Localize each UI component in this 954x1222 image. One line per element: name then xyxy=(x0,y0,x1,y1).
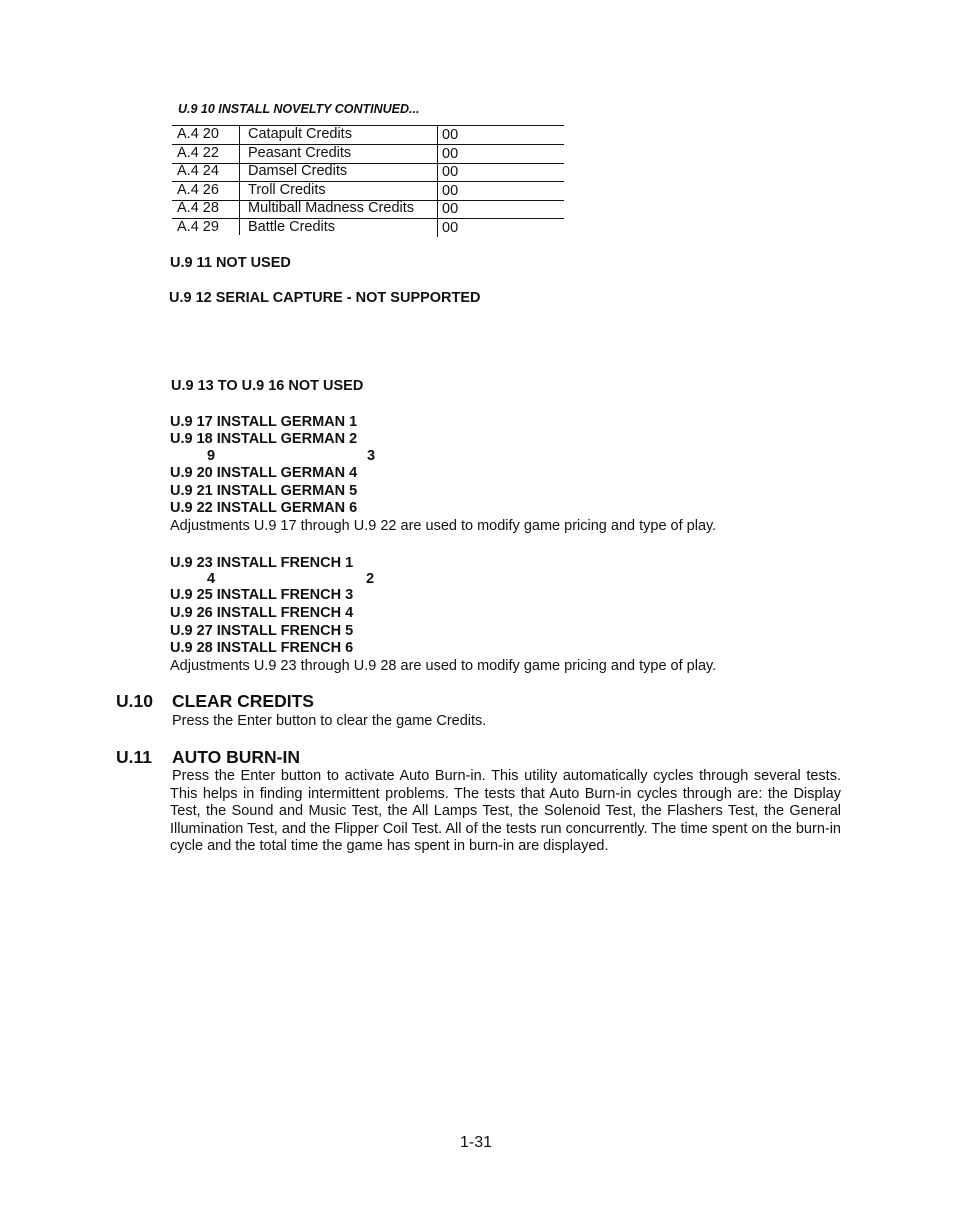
row-code: A.4 24 xyxy=(177,163,219,179)
heading-install-french-1: U.9 23 INSTALL FRENCH 1 xyxy=(170,555,354,571)
row-code: A.4 29 xyxy=(177,218,219,235)
fragment-right: 3 xyxy=(367,448,376,464)
table-row xyxy=(172,144,564,163)
heading-install-german-1: U.9 17 INSTALL GERMAN 1 xyxy=(170,414,358,430)
heading-install-german-5: U.9 21 INSTALL GERMAN 5 xyxy=(170,483,358,499)
heading-install-french-5: U.9 27 INSTALL FRENCH 5 xyxy=(170,623,354,639)
clear-credits-body: Press the Enter button to clear the game Credits. xyxy=(172,713,487,729)
row-name: Damsel Credits xyxy=(248,163,348,179)
heading-u9-12: U.9 12 SERIAL CAPTURE - NOT SUPPORTED xyxy=(169,290,481,306)
row-name: Multiball Madness Credits xyxy=(248,200,415,216)
french-note: Adjustments U.9 23 through U.9 28 are used to modify game pricing and type of play. xyxy=(170,658,717,674)
heading-install-french-3: U.9 25 INSTALL FRENCH 3 xyxy=(170,587,354,603)
german-note: Adjustments U.9 17 through U.9 22 are used to modify game pricing and type of play. xyxy=(170,518,717,534)
section-number-u10: U.10 xyxy=(116,691,153,711)
fragment-left: 9 xyxy=(207,448,216,464)
row-name: Troll Credits xyxy=(248,181,326,198)
table-row xyxy=(172,199,564,218)
section-number-u11: U.11 xyxy=(116,747,152,767)
row-value: 00 xyxy=(442,182,459,199)
table-row xyxy=(172,181,564,200)
heading-u9-13: U.9 13 TO U.9 16 NOT USED xyxy=(171,378,364,394)
table-row xyxy=(172,162,564,181)
row-code: A.4 26 xyxy=(177,181,219,198)
row-code: A.4 20 xyxy=(177,126,219,142)
row-code: A.4 22 xyxy=(177,144,219,161)
heading-install-french-6: U.9 28 INSTALL FRENCH 6 xyxy=(170,640,354,656)
row-value: 00 xyxy=(442,201,459,217)
heading-install-german-6: U.9 22 INSTALL GERMAN 6 xyxy=(170,500,358,516)
heading-install-french-4: U.9 26 INSTALL FRENCH 4 xyxy=(170,605,354,621)
heading-u9-11: U.9 11 NOT USED xyxy=(170,255,291,271)
section-title-clear-credits: CLEAR CREDITS xyxy=(172,691,314,711)
row-name: Catapult Credits xyxy=(248,126,352,142)
section-subtitle-u9-10: U.9 10 INSTALL NOVELTY CONTINUED... xyxy=(178,102,420,116)
row-value: 00 xyxy=(442,164,459,180)
row-value: 00 xyxy=(442,145,459,162)
fragment-left: 4 xyxy=(207,571,216,587)
row-value: 00 xyxy=(442,219,459,236)
page-number: 1-31 xyxy=(460,1134,493,1151)
novelty-credits-table xyxy=(172,125,564,236)
row-name: Battle Credits xyxy=(248,218,336,235)
section-title-auto-burn-in: AUTO BURN-IN xyxy=(172,747,301,767)
heading-install-german-4: U.9 20 INSTALL GERMAN 4 xyxy=(170,465,358,481)
row-value: 00 xyxy=(442,127,459,143)
heading-install-german-2: U.9 18 INSTALL GERMAN 2 xyxy=(170,431,358,447)
row-name: Peasant Credits xyxy=(248,144,352,161)
auto-burn-in-body: Press the Enter button to activate Auto Burn-in. This utility automatically cycles through several tests. This helps in finding intermittent problems. The tests that Auto Burn-in cycles through are: the Display Test, the Sound and Music Test, the All Lamps Test, the Solenoid Test, the Flashers Test, the General Illumination Test, and the Flipper Coil Test. All of the tests run concurrently. The time spent on the burn-in cycle and the total time the game has spent in burn-in are displayed. xyxy=(170,768,841,855)
table-row xyxy=(172,218,564,237)
fragment-right: 2 xyxy=(366,571,375,587)
row-code: A.4 28 xyxy=(177,200,219,216)
table-row xyxy=(172,125,564,144)
